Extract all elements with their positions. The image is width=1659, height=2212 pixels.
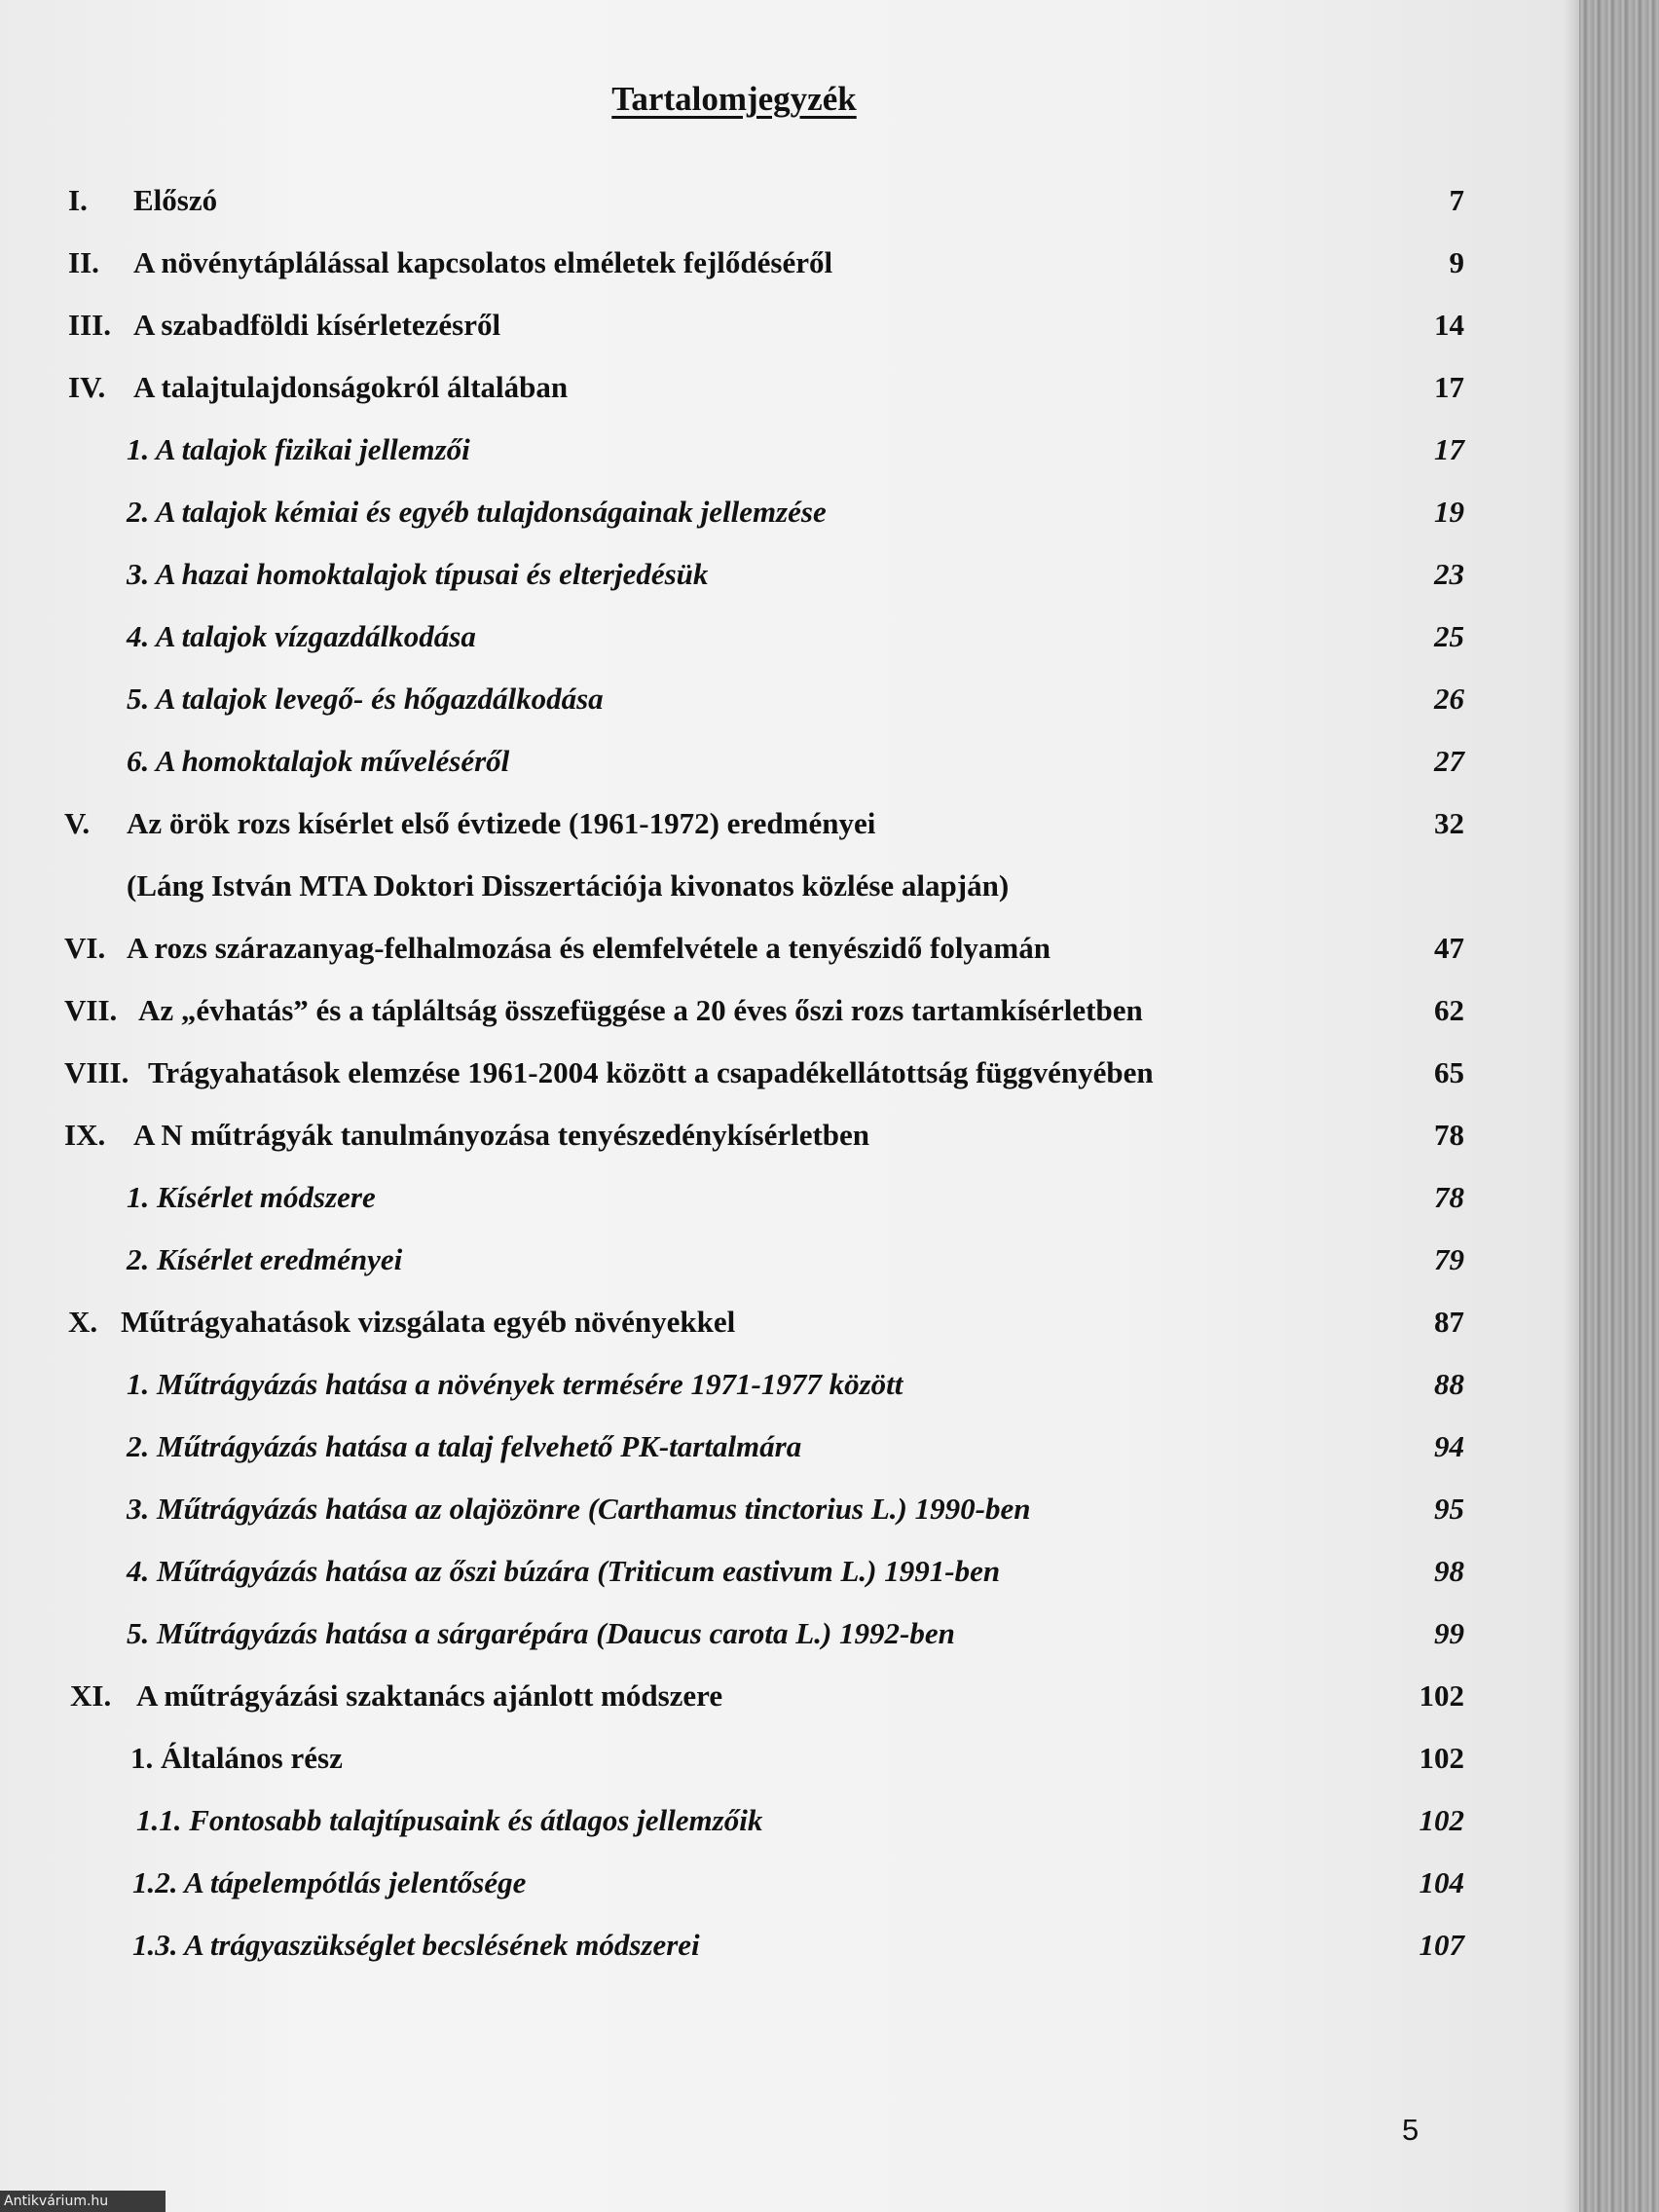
- toc-entry-number: I.: [68, 183, 88, 217]
- toc-subentry-page: 78: [1434, 1180, 1464, 1214]
- toc-subentry: [0, 1865, 1579, 1916]
- toc-subentry: [0, 1180, 1579, 1231]
- toc-entry-page: 78: [1434, 1118, 1464, 1152]
- toc-subentry-title: 2. A talajok kémiai és egyéb tulajdonságainak jellemzése: [127, 495, 827, 529]
- toc-entry-title: Az „évhatás” és a tápláltság összefüggése a 20 éves őszi rozs tartamkísérletben: [138, 993, 1143, 1027]
- toc-subentry-page: 94: [1434, 1429, 1464, 1463]
- toc-subentry-title: 4. Műtrágyázás hatása az őszi búzára (Triticum eastivum L.) 1991-ben: [127, 1554, 1001, 1588]
- toc-subentry: [0, 1554, 1579, 1604]
- toc-subentry-page: 95: [1434, 1492, 1464, 1526]
- toc-entry-page: 17: [1434, 370, 1464, 404]
- toc-subentry-title: 1.1. Fontosabb talajtípusaink és átlagos jellemzőik: [136, 1803, 763, 1837]
- toc-subentry: [0, 1803, 1579, 1854]
- toc-subentry-title: 3. Műtrágyázás hatása az olajözönre (Carthamus tinctorius L.) 1990-ben: [127, 1492, 1031, 1526]
- toc-subentry-title: 1. Műtrágyázás hatása a növények termésére 1971-1977 között: [127, 1367, 903, 1401]
- toc-entry-page: 65: [1434, 1055, 1464, 1089]
- toc-subentry: [0, 1928, 1579, 1978]
- toc-entry: [0, 1118, 1579, 1168]
- toc-entry-title: Műtrágyahatások vizsgálata egyéb növényekkel: [121, 1305, 736, 1339]
- toc-subentry-page: 27: [1434, 744, 1464, 778]
- toc-subentry-page: 26: [1434, 682, 1464, 716]
- toc-entry-page: 7: [1449, 183, 1464, 217]
- toc-entry-page: 47: [1434, 931, 1464, 965]
- toc-subentry: [0, 1242, 1579, 1293]
- toc-subentry: [0, 619, 1579, 670]
- toc-subentry-page: 25: [1434, 619, 1464, 653]
- toc-entry-number: IV.: [68, 370, 106, 404]
- toc-entry: [0, 370, 1579, 421]
- toc-subentry-page: 17: [1434, 432, 1464, 466]
- toc-subentry: [0, 1741, 1579, 1791]
- toc-subentry-page: 79: [1434, 1242, 1464, 1276]
- toc-entry-number: III.: [68, 308, 111, 342]
- toc-subentry-page: 107: [1419, 1928, 1464, 1962]
- toc-entry-number: IX.: [64, 1118, 106, 1152]
- toc-entry: [0, 806, 1579, 857]
- toc-subentry: [0, 1367, 1579, 1418]
- toc-entry-title: A szabadföldi kísérletezésről: [133, 308, 501, 342]
- toc-subentry-title: 2. Műtrágyázás hatása a talaj felvehető PK-tartalmára: [127, 1429, 802, 1463]
- toc-entry: [0, 1678, 1579, 1729]
- toc-entry: [0, 308, 1579, 358]
- toc-entry-title: Előszó: [133, 183, 218, 217]
- toc-entry-page: 14: [1434, 308, 1464, 342]
- toc-subentry-page: 102: [1419, 1803, 1464, 1837]
- toc-entry-continuation: [0, 868, 1579, 919]
- toc-subentry-title: 5. Műtrágyázás hatása a sárgarépára (Daucus carota L.) 1992-ben: [127, 1616, 955, 1650]
- toc-entry-title: Az örök rozs kísérlet első évtizede (1961-1972) eredményei: [127, 806, 876, 840]
- toc-subentry-title: 4. A talajok vízgazdálkodása: [127, 619, 476, 653]
- toc-subentry: [0, 557, 1579, 608]
- toc-subentry: [0, 1492, 1579, 1542]
- toc-subentry-title: 1. Kísérlet módszere: [127, 1180, 376, 1214]
- watermark: Antikvárium.hu: [0, 2191, 166, 2212]
- toc-entry-number: VI.: [64, 931, 106, 965]
- toc-subentry-page: 104: [1419, 1865, 1464, 1899]
- toc-subentry-title: 5. A talajok levegő- és hőgazdálkodása: [127, 682, 604, 716]
- toc-entry-title: A N műtrágyák tanulmányozása tenyészedénykísérletben: [133, 1118, 870, 1152]
- toc-entry-subtitle: (Láng István MTA Doktori Disszertációja kivonatos közlése alapján): [127, 868, 1010, 903]
- toc-entry: [0, 1305, 1579, 1355]
- toc-entry-number: V.: [64, 806, 91, 840]
- toc-subentry-page: 102: [1419, 1741, 1464, 1775]
- toc-entry-title: A műtrágyázási szaktanács ajánlott módszere: [136, 1678, 723, 1713]
- toc-subentry-title: 2. Kísérlet eredményei: [127, 1242, 403, 1276]
- toc-entry-title: A rozs szárazanyag-felhalmozása és elemfelvétele a tenyészidő folyamán: [127, 931, 1051, 965]
- toc-entry-number: II.: [68, 245, 99, 279]
- toc-entry-page: 32: [1434, 806, 1464, 840]
- toc-subentry-title: 1.2. A tápelempótlás jelentősége: [132, 1865, 527, 1899]
- toc-entry-page: 102: [1419, 1678, 1464, 1713]
- toc-subentry-title: 3. A hazai homoktalajok típusai és elterjedésük: [127, 557, 709, 591]
- toc-entry-number: XI.: [70, 1678, 112, 1713]
- toc-subentry-page: 19: [1434, 495, 1464, 529]
- toc-subentry-page: 98: [1434, 1554, 1464, 1588]
- toc-entry-title: A növénytáplálással kapcsolatos elméletek fejlődéséről: [133, 245, 833, 279]
- page-number: 5: [1402, 2113, 1419, 2147]
- toc-entry: [0, 245, 1579, 296]
- toc-subentry: [0, 1429, 1579, 1480]
- toc-subentry-title: 1. A talajok fizikai jellemzői: [127, 432, 470, 466]
- toc-subentry-title: 1. Általános rész: [130, 1741, 343, 1775]
- toc-entry: [0, 993, 1579, 1044]
- toc-entry-number: VII.: [64, 993, 118, 1027]
- toc-subentry-page: 23: [1434, 557, 1464, 591]
- toc-subentry-page: 99: [1434, 1616, 1464, 1650]
- book-spine: [1579, 0, 1659, 2212]
- toc-subentry: [0, 744, 1579, 794]
- toc-entry-title: A talajtulajdonságokról általában: [133, 370, 569, 404]
- toc-subentry: [0, 495, 1579, 545]
- toc-subentry-page: 88: [1434, 1367, 1464, 1401]
- toc-subentry: [0, 1616, 1579, 1667]
- toc-subentry: [0, 682, 1579, 732]
- toc-entry-title: Trágyahatások elemzése 1961-2004 között a csapadékellátottság függvényében: [148, 1055, 1154, 1089]
- toc-subentry-title: 6. A homoktalajok műveléséről: [127, 744, 510, 778]
- toc-entry-page: 9: [1449, 245, 1464, 279]
- toc-entry: [0, 183, 1579, 234]
- toc-subentry: [0, 432, 1579, 483]
- toc-entry: [0, 1055, 1579, 1106]
- toc-entry-number: VIII.: [64, 1055, 129, 1089]
- page-title: Tartalomjegyzék: [611, 80, 857, 118]
- toc-subentry-title: 1.3. A trágyaszükséglet becslésének módszerei: [132, 1928, 700, 1962]
- toc-entry-number: X.: [68, 1305, 98, 1339]
- toc-entry: [0, 931, 1579, 981]
- toc-entry-page: 62: [1434, 993, 1464, 1027]
- toc-entry-page: 87: [1434, 1305, 1464, 1339]
